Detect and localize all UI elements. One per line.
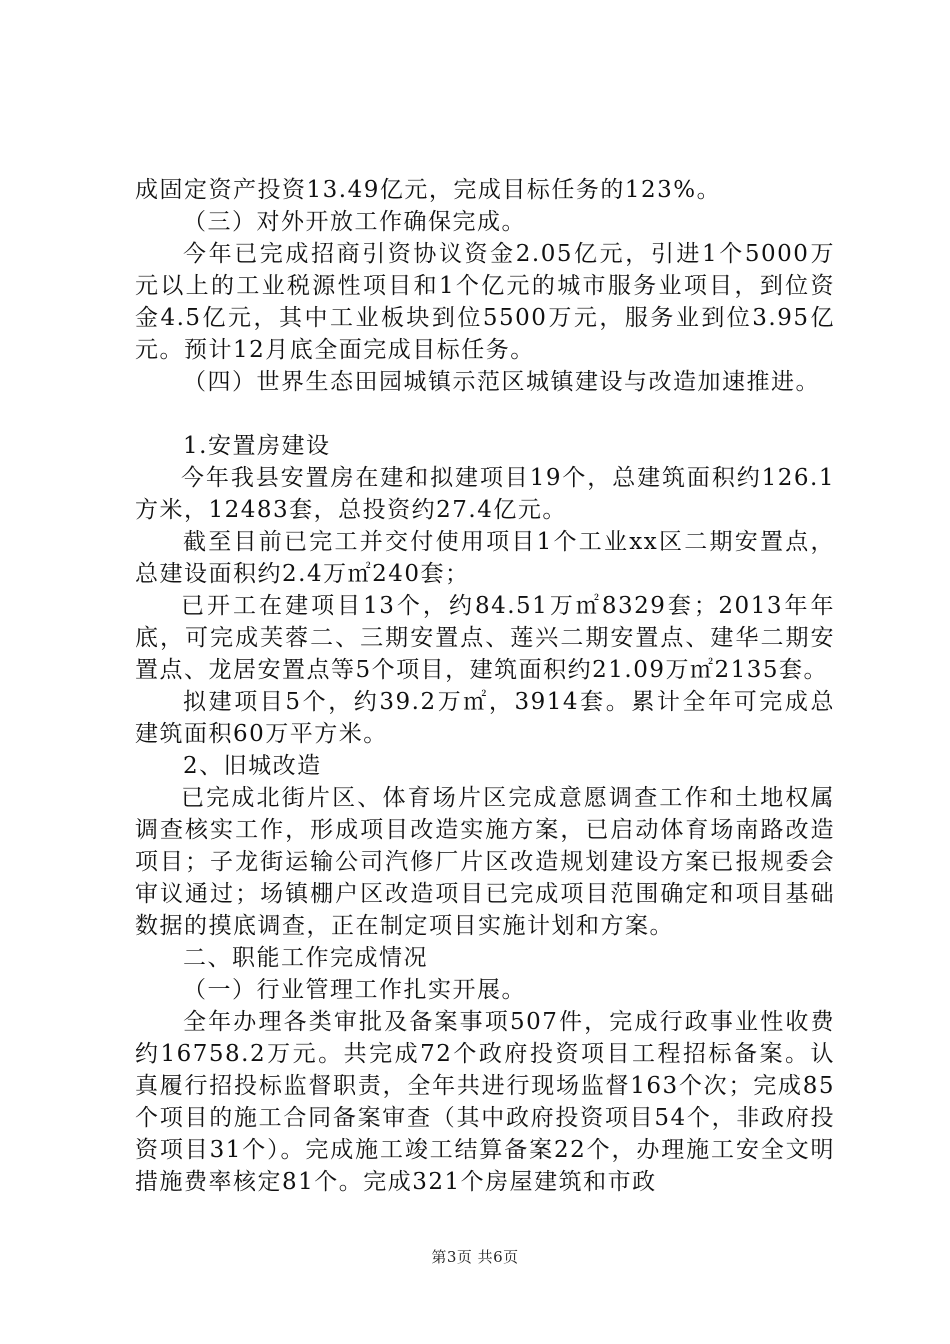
heading-opening-up: （三）对外开放工作确保完成。 [183, 209, 526, 235]
blank-line [135, 398, 835, 430]
document-body [135, 174, 835, 1198]
paragraph-approvals-and-filings: 全年办理各类审批及备案事项507件，完成行政事业性收费约16758.2万元。共完成72个政府投资项目工程招标备案。认真履行招投标监督职责，全年共进行现场监督163个次；完成85个项目的施工合同备案审查（其中政府投资项目54个，非政府投资项目31个）。完成施工竣工结算备案22个，办理施工安全文明措施费率核定81个。完成321个房屋建筑和市政 [135, 1009, 835, 1195]
heading-functional-work: 二、职能工作完成情况 [183, 945, 428, 971]
paragraph-resettlement-overview: 今年我县安置房在建和拟建项目19个，总建筑面积约126.1方米，12483套，总投资约27.4亿元。 [135, 465, 835, 523]
paragraph-investment-attraction: 今年已完成招商引资协议资金2.05亿元，引进1个5000万元以上的工业税源性项目和1个亿元的城市服务业项目，到位资金4.5亿元，其中工业板块到位5500万元，服务业到位3.95亿元。预计12月底全面完成目标任务。 [135, 241, 835, 363]
heading-resettlement-housing: 1.安置房建设 [183, 433, 331, 459]
paragraph-renovation-progress: 已完成北街片区、体育场片区完成意愿调查工作和土地权属调查核实工作，形成项目改造实施方案，已启动体育场南路改造项目；子龙街运输公司汽修厂片区改造规划建设方案已报规委会审议通过；场镇棚户区改造项目已完成项目范围确定和项目基础数据的摸底调查，正在制定项目实施计划和方案。 [135, 785, 835, 939]
page-number-footer: 第3页 共6页 [431, 1248, 519, 1266]
paragraph-under-construction: 已开工在建项目13个，约84.51万㎡8329套；2013年年底，可完成芙蓉二、三期安置点、莲兴二期安置点、建华二期安置点、龙居安置点等5个项目，建筑面积约21.09万㎡2135套。 [135, 593, 835, 683]
paragraph-planned-projects: 拟建项目5个，约39.2万㎡，3914套。累计全年可完成总建筑面积60万平方米。 [135, 689, 835, 747]
heading-old-town-renovation: 2、旧城改造 [183, 753, 322, 779]
paragraph-fixed-asset-investment: 成固定资产投资13.49亿元，完成目标任务的123%。 [135, 177, 722, 203]
paragraph-completed-projects: 截至目前已完工并交付使用项目1个工业xx区二期安置点，总建设面积约2.4万㎡240套； [135, 529, 835, 587]
heading-town-construction: （四）世界生态田园城镇示范区城镇建设与改造加速推进。 [183, 369, 820, 395]
heading-industry-management: （一）行业管理工作扎实开展。 [183, 977, 526, 1003]
